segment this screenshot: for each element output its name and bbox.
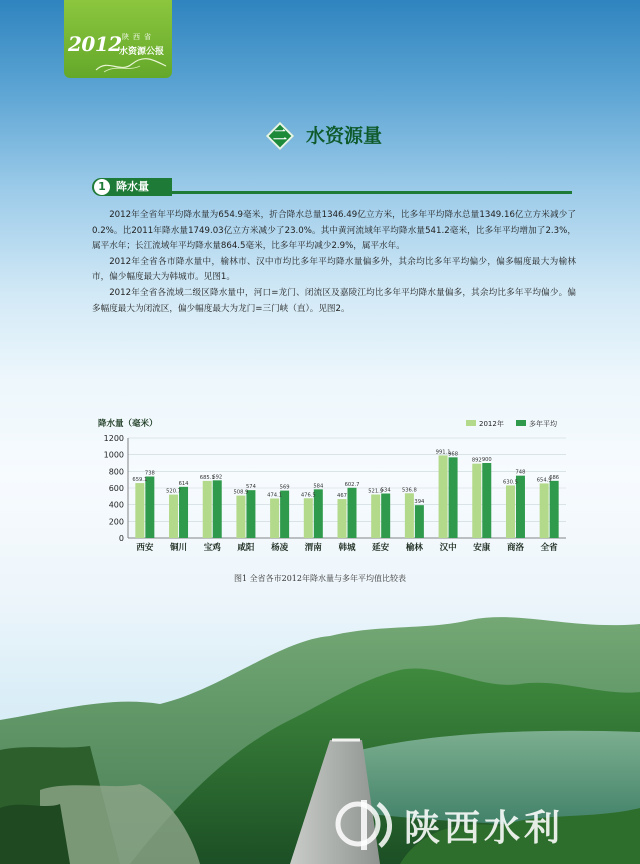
- legend-swatch-average: [516, 420, 526, 426]
- x-tick-label: 咸阳: [237, 543, 255, 553]
- bar-average: [145, 477, 154, 539]
- x-tick-label: 汉中: [439, 543, 457, 553]
- bar-2012: [135, 483, 144, 538]
- bar-2012: [506, 485, 515, 538]
- x-tick-label: 铜川: [170, 543, 188, 553]
- x-tick-label: 渭南: [304, 543, 322, 553]
- bar-average: [449, 457, 458, 538]
- data-label-average: 748: [515, 469, 526, 476]
- data-label-average: 738: [144, 470, 155, 477]
- bar-average: [415, 505, 424, 538]
- data-label-average: 614: [178, 480, 189, 487]
- data-label-2012: 467: [337, 493, 347, 500]
- data-label-2012: 659.1: [132, 477, 148, 484]
- legend-label-2012: 2012年: [479, 420, 504, 428]
- data-label-average: 968: [448, 451, 459, 458]
- y-tick-label: 1200: [103, 434, 124, 443]
- legend-label-average: 多年平均: [529, 420, 557, 428]
- data-label-average: 569: [279, 484, 290, 491]
- y-tick-label: 1000: [103, 450, 124, 460]
- y-tick-label: 0: [118, 534, 124, 543]
- data-label-average: 602.7: [344, 481, 360, 488]
- x-tick-label: 杨凌: [271, 543, 289, 553]
- bar-2012: [304, 498, 313, 538]
- section-number: 二: [273, 128, 287, 144]
- data-label-average: 534: [380, 487, 391, 494]
- bar-2012: [405, 493, 414, 538]
- data-label-average: 686: [549, 474, 560, 481]
- y-tick-label: 800: [108, 467, 124, 477]
- data-label-2012: 685.1: [199, 474, 215, 481]
- data-label-2012: 630.5: [503, 479, 518, 486]
- logo-text: 陕西水利: [404, 808, 565, 849]
- report-badge: [64, 0, 172, 78]
- bar-2012: [439, 455, 448, 538]
- badge-year: 2012: [68, 32, 122, 56]
- data-label-2012: 536.8: [401, 487, 417, 494]
- x-tick-label: 延安: [372, 543, 390, 553]
- bar-2012: [270, 498, 279, 538]
- x-tick-label: 韩城: [338, 543, 356, 553]
- bar-average: [246, 490, 255, 538]
- data-label-2012: 520.7: [166, 488, 181, 495]
- data-label-2012: 476.5: [300, 492, 316, 499]
- x-tick-label: 全省: [540, 543, 558, 553]
- y-axis-title: 降水量（毫米）: [98, 419, 158, 429]
- body-text: [92, 208, 576, 317]
- subsection-heading: [92, 178, 572, 196]
- bar-2012: [472, 464, 481, 538]
- bar-2012: [236, 496, 245, 538]
- bar-2012: [540, 483, 549, 538]
- data-label-2012: 892: [471, 457, 482, 464]
- figure-caption: 图1 全省各市2012年降水量与多年平均值比较表: [234, 574, 406, 583]
- data-label-2012: 474.1: [267, 492, 283, 499]
- precipitation-bar-chart: [96, 414, 586, 580]
- bar-2012: [371, 495, 380, 538]
- bar-average: [348, 488, 357, 538]
- bar-average: [482, 463, 491, 538]
- data-label-average: 900: [481, 457, 492, 463]
- heading-rule: [170, 191, 572, 194]
- bar-average: [381, 494, 390, 539]
- x-tick-label: 西安: [136, 543, 154, 553]
- paragraph: 2012年全省各市降水量中，榆林市、汉中市均比多年平均降水量偏多外，其余均比多年平均偏少，偏多幅度最大为榆林市，偏少幅度最大为韩城市。见图1。: [92, 256, 576, 283]
- data-label-2012: 508.9: [233, 489, 249, 496]
- x-tick-label: 宝鸡: [203, 543, 221, 553]
- badge-publication: 水资源公报: [119, 47, 165, 57]
- data-label-average: 692: [212, 474, 223, 481]
- swirl-ornament-icon: [94, 56, 168, 74]
- paragraph: 2012年全省年平均降水量为654.9毫米，折合降水总量1346.49亿立方米，比多年平均降水总量1349.16亿立方米减少了0.2%。比2011年降水量1749.03亿立方米减少了23.0%。其中黄河流域年平均降水量541.2毫米，比多年平均增加了2.3%，属平水年；长江流域年平均降水量864.5毫米，比多年平均减少2.9%，属平水年。: [92, 210, 576, 252]
- subsection-number: 1: [94, 179, 110, 195]
- y-tick-label: 400: [108, 500, 124, 510]
- subsection-title: 降水量: [116, 180, 149, 193]
- bar-2012: [203, 481, 212, 538]
- section-number-marker: [266, 122, 294, 150]
- data-label-average: 584: [313, 483, 324, 490]
- section-title: 水资源量: [306, 125, 383, 147]
- bar-average: [213, 480, 222, 538]
- shaanxi-water-logo: [330, 790, 630, 860]
- bar-2012: [338, 499, 347, 538]
- bar-2012: [169, 495, 178, 538]
- data-label-average: 574: [245, 484, 256, 491]
- paragraph: 2012年全省各流域二级区降水量中，河口=龙门、闭流区及嘉陵江均比多年平均降水量偏多，其余均比多年平均偏少。偏多幅度最大为闭流区，偏少幅度最大为龙门=三门峡（直）。见图2。: [92, 287, 576, 314]
- bar-average: [550, 481, 559, 538]
- data-label-average: 394: [414, 499, 425, 506]
- water-drop-logo-icon: [334, 794, 398, 854]
- y-tick-label: 600: [108, 484, 124, 493]
- badge-province: 陕西省: [122, 33, 155, 41]
- data-label-2012: 521.9: [368, 488, 384, 495]
- data-label-2012: 991.1: [435, 449, 451, 456]
- legend-swatch-2012: [466, 420, 476, 426]
- x-tick-label: 安康: [473, 543, 491, 553]
- x-tick-label: 榆林: [405, 543, 423, 553]
- x-tick-label: 商洛: [506, 543, 524, 553]
- y-tick-label: 200: [108, 517, 124, 527]
- data-label-2012: 654.9: [536, 477, 552, 484]
